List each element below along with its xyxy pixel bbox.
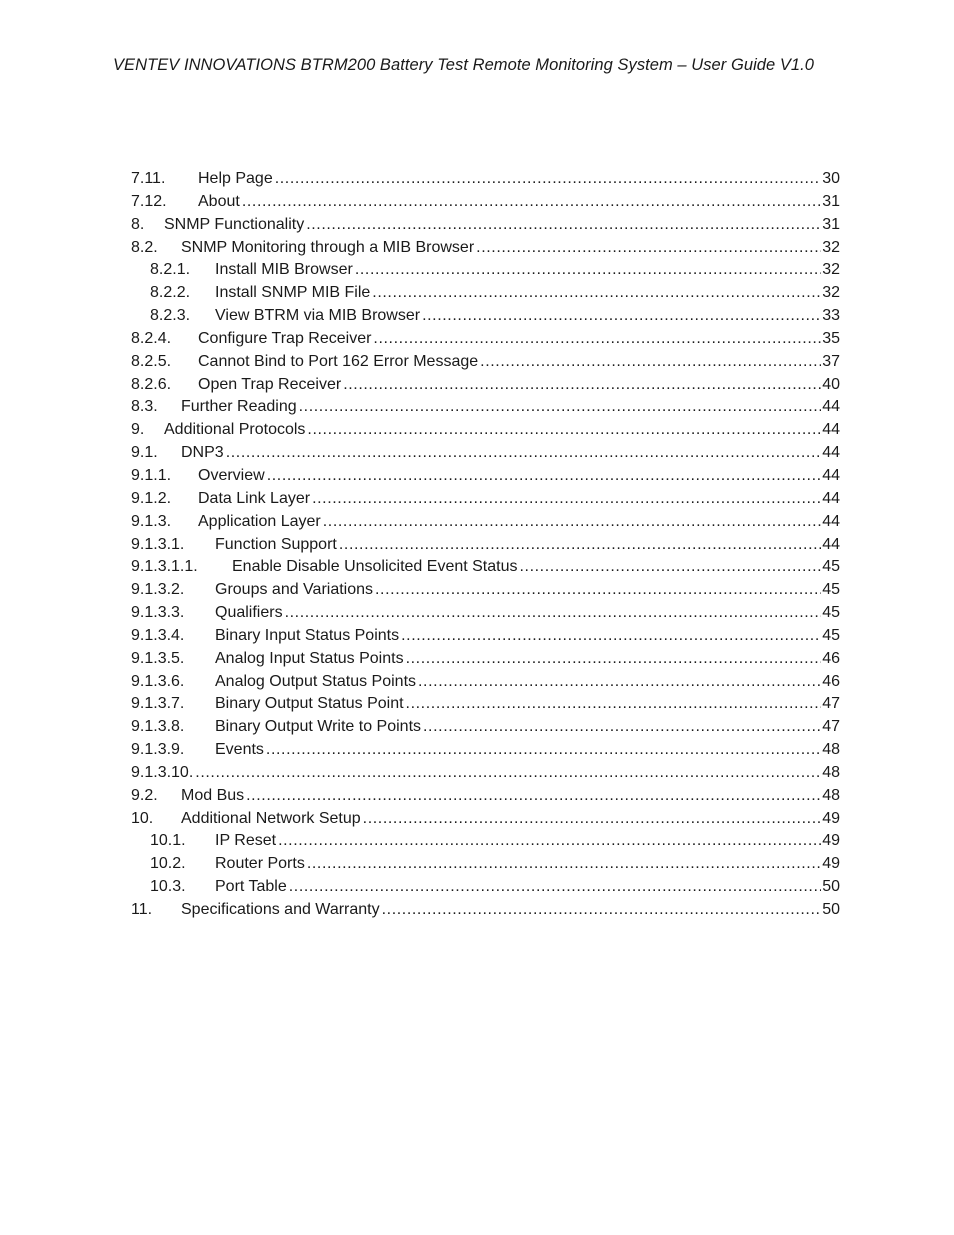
toc-entry-page: 37 — [822, 352, 840, 370]
toc-leader-dots — [278, 830, 821, 853]
toc-entry-title: Install SNMP MIB File — [215, 282, 372, 305]
toc-leader-dots — [418, 671, 821, 694]
toc-leader-dots — [246, 785, 821, 808]
toc-leader-dots — [520, 556, 822, 579]
toc-entry-title: IP Reset — [215, 830, 278, 853]
toc-leader-dots — [242, 191, 821, 214]
toc-entry-page: 50 — [822, 878, 840, 896]
toc-entry-page: 32 — [822, 284, 840, 302]
toc-entry-title: Overview — [198, 465, 267, 488]
toc-entry-page: 49 — [822, 832, 840, 850]
toc-entry[interactable] — [131, 419, 840, 442]
toc-entry[interactable] — [131, 328, 840, 351]
toc-entry-title: Events — [215, 739, 266, 762]
toc-entry-title: Additional Protocols — [164, 419, 307, 442]
toc-entry[interactable] — [131, 785, 840, 808]
toc-leader-dots — [382, 899, 822, 922]
toc-leader-dots — [226, 442, 822, 465]
toc-leader-dots — [285, 602, 822, 625]
toc-entry-page: 49 — [822, 809, 840, 827]
toc-entry-number: 7.12. — [131, 192, 167, 210]
toc-entry-title: Open Trap Receiver — [198, 374, 343, 397]
toc-entry[interactable] — [131, 374, 840, 397]
toc-entry-title: Further Reading — [181, 396, 299, 419]
toc-entry-title: Install MIB Browser — [215, 259, 355, 282]
toc-entry-title: Help Page — [198, 168, 275, 191]
toc-entry[interactable] — [131, 191, 840, 214]
toc-leader-dots — [375, 579, 821, 602]
toc-entry-title: SNMP Monitoring through a MIB Browser — [181, 237, 476, 260]
toc-entry-page: 44 — [822, 535, 840, 553]
toc-entry-title: Data Link Layer — [198, 488, 312, 511]
toc-leader-dots — [339, 534, 821, 557]
toc-entry-title: Binary Input Status Points — [215, 625, 401, 648]
toc-entry-page: 31 — [822, 192, 840, 210]
toc-entry-number: 9.1.3.9. — [131, 741, 185, 759]
toc-entry[interactable] — [131, 168, 840, 191]
toc-entry-page: 32 — [822, 261, 840, 279]
toc-entry[interactable] — [131, 625, 840, 648]
toc-entry-page: 44 — [822, 421, 840, 439]
toc-entry-number: 8.2.1. — [150, 261, 191, 279]
toc-entry-number: 7.11. — [131, 170, 166, 187]
toc-entry-title: About — [198, 191, 242, 214]
toc-entry-number: 9.1.1. — [131, 466, 172, 484]
toc-entry[interactable] — [131, 876, 840, 899]
toc-leader-dots — [363, 808, 822, 831]
toc-entry-number: 9.1. — [131, 444, 158, 462]
toc-entry-page: 45 — [822, 626, 840, 644]
toc-entry-title: Binary Output Write to Points — [215, 716, 423, 739]
toc-leader-dots — [299, 396, 822, 419]
toc-entry[interactable] — [131, 511, 840, 534]
toc-entry[interactable] — [131, 762, 840, 785]
toc-entry-number: 8.2.5. — [131, 352, 172, 370]
toc-entry-number: 9.1.3.1.1. — [131, 558, 198, 576]
toc-entry-number: 8.3. — [131, 398, 158, 416]
toc-entry-page: 48 — [822, 741, 840, 759]
toc-leader-dots — [406, 693, 822, 716]
toc-entry-page: 45 — [822, 604, 840, 622]
toc-entry-title: Mod Bus — [181, 785, 246, 808]
toc-entry-title: Analog Input Status Points — [215, 648, 406, 671]
toc-entry-page: 46 — [822, 649, 840, 667]
toc-entry[interactable] — [131, 237, 840, 260]
toc-entry-title: SNMP Functionality — [164, 214, 306, 237]
toc-entry-title: Analog Output Status Points — [215, 671, 418, 694]
toc-entry-title: Application Layer — [198, 511, 323, 534]
toc-leader-dots — [406, 648, 822, 671]
toc-entry-title: Groups and Variations — [215, 579, 375, 602]
toc-leader-dots — [289, 876, 821, 899]
toc-entry-page: 46 — [822, 672, 840, 690]
toc-entry-page: 33 — [822, 307, 840, 325]
toc-entry-page: 48 — [822, 786, 840, 804]
toc-leader-dots — [372, 282, 821, 305]
toc-leader-dots — [195, 762, 821, 785]
toc-entry-number: 8.2.2. — [150, 284, 191, 302]
toc-leader-dots — [422, 305, 821, 328]
toc-leader-dots — [423, 716, 821, 739]
toc-entry-title: View BTRM via MIB Browser — [215, 305, 422, 328]
toc-entry-number: 9. — [131, 421, 145, 439]
toc-entry[interactable] — [131, 716, 840, 739]
toc-entry-page: 49 — [822, 855, 840, 873]
toc-entry[interactable] — [131, 739, 840, 762]
toc-leader-dots — [476, 237, 821, 260]
toc-entry-number: 9.1.3.4. — [131, 626, 185, 644]
toc-leader-dots — [307, 853, 821, 876]
toc-entry-page: 44 — [822, 489, 840, 507]
toc-entry-page: 45 — [822, 558, 840, 576]
toc-leader-dots — [312, 488, 821, 511]
toc-entry[interactable] — [131, 808, 840, 831]
toc-entry-number: 9.1.3.6. — [131, 672, 185, 690]
toc-entry-title: Specifications and Warranty — [181, 899, 382, 922]
toc-entry-title: Qualifiers — [215, 602, 285, 625]
toc-entry[interactable] — [131, 556, 840, 579]
toc-entry[interactable] — [131, 648, 840, 671]
toc-entry-number: 11. — [131, 901, 153, 918]
toc-entry-title: Router Ports — [215, 853, 307, 876]
toc-leader-dots — [343, 374, 821, 397]
toc-leader-dots — [266, 739, 821, 762]
toc-entry-number: 9.1.3.3. — [131, 604, 185, 622]
toc-entry-page: 44 — [822, 512, 840, 530]
toc-entry[interactable] — [131, 830, 840, 853]
toc-entry[interactable] — [131, 534, 840, 557]
toc-entry-number: 10.1. — [150, 832, 186, 850]
toc-entry-number: 8.2.4. — [131, 329, 172, 347]
toc-entry-page: 44 — [822, 466, 840, 484]
toc-entry-title: Configure Trap Receiver — [198, 328, 373, 351]
toc-entry-title: DNP3 — [181, 442, 226, 465]
toc-entry[interactable] — [131, 282, 840, 305]
toc-entry-title: Binary Output Status Point — [215, 693, 406, 716]
toc-entry-page: 32 — [822, 238, 840, 256]
toc-leader-dots — [307, 419, 821, 442]
toc-entry[interactable] — [131, 351, 840, 374]
toc-entry-number: 9.1.3.8. — [131, 718, 185, 736]
toc-entry-number: 9.2. — [131, 786, 158, 804]
toc-entry-page: 47 — [822, 718, 840, 736]
toc-entry[interactable] — [131, 579, 840, 602]
toc-entry[interactable] — [131, 465, 840, 488]
toc-entry-title: Cannot Bind to Port 162 Error Message — [198, 351, 480, 374]
toc-entry[interactable] — [131, 396, 840, 419]
toc-entry[interactable] — [131, 602, 840, 625]
toc-entry[interactable] — [131, 853, 840, 876]
toc-entry-number: 10. — [131, 809, 154, 827]
toc-entry-page: 31 — [822, 215, 840, 233]
toc-entry-page: 44 — [822, 398, 840, 416]
toc-entry[interactable] — [131, 259, 840, 282]
toc-leader-dots — [323, 511, 821, 534]
toc-leader-dots — [480, 351, 821, 374]
toc-entry-number: 9.1.3. — [131, 512, 172, 530]
toc-entry-number: 9.1.3.7. — [131, 695, 185, 713]
toc-entry-page: 35 — [822, 329, 840, 347]
toc-entry[interactable] — [131, 671, 840, 694]
toc-leader-dots — [267, 465, 822, 488]
toc-entry[interactable] — [131, 305, 840, 328]
toc-entry-page: 45 — [822, 581, 840, 599]
toc-entry-number: 9.1.3.5. — [131, 649, 185, 667]
toc-entry-title: Additional Network Setup — [181, 808, 363, 831]
toc-entry[interactable] — [131, 488, 840, 511]
toc-entry-number: 9.1.3.2. — [131, 581, 185, 599]
toc-entry[interactable] — [131, 693, 840, 716]
toc-entry-page: 30 — [822, 170, 840, 187]
toc-entry-page: 50 — [822, 901, 840, 918]
toc-entry-number: 10.3. — [150, 878, 186, 896]
toc-entry-title: Function Support — [215, 534, 339, 557]
toc-entry-number: 9.1.3.1. — [131, 535, 185, 553]
toc-entry-page: 48 — [822, 763, 840, 781]
toc-entry[interactable] — [131, 899, 840, 922]
page-header: VENTEV INNOVATIONS BTRM200 Battery Test Remote Monitoring System – User Guide V1.0 — [113, 56, 815, 74]
toc-entry-number: 10.2. — [150, 855, 186, 873]
toc-leader-dots — [401, 625, 821, 648]
toc-entry-number: 8.2. — [131, 238, 158, 256]
toc-entry-number: 8.2.6. — [131, 375, 172, 393]
toc-entry-page: 44 — [822, 444, 840, 462]
toc-leader-dots — [355, 259, 821, 282]
toc-entry-page: 47 — [822, 695, 840, 713]
toc-entry-title: Port Table — [215, 876, 289, 899]
toc-entry-title: Enable Disable Unsolicited Event Status — [232, 556, 520, 579]
toc-entry-number: 9.1.3.10. — [131, 763, 194, 781]
toc-entry-number: 8. — [131, 215, 145, 233]
toc-entry[interactable] — [131, 214, 840, 237]
toc-entry-number: 8.2.3. — [150, 307, 191, 325]
toc-leader-dots — [373, 328, 821, 351]
toc-entry-number: 9.1.2. — [131, 489, 172, 507]
toc-entry-page: 40 — [822, 375, 840, 393]
toc-entry[interactable] — [131, 442, 840, 465]
table-of-contents — [131, 168, 840, 922]
toc-leader-dots — [306, 214, 821, 237]
toc-leader-dots — [275, 168, 821, 191]
